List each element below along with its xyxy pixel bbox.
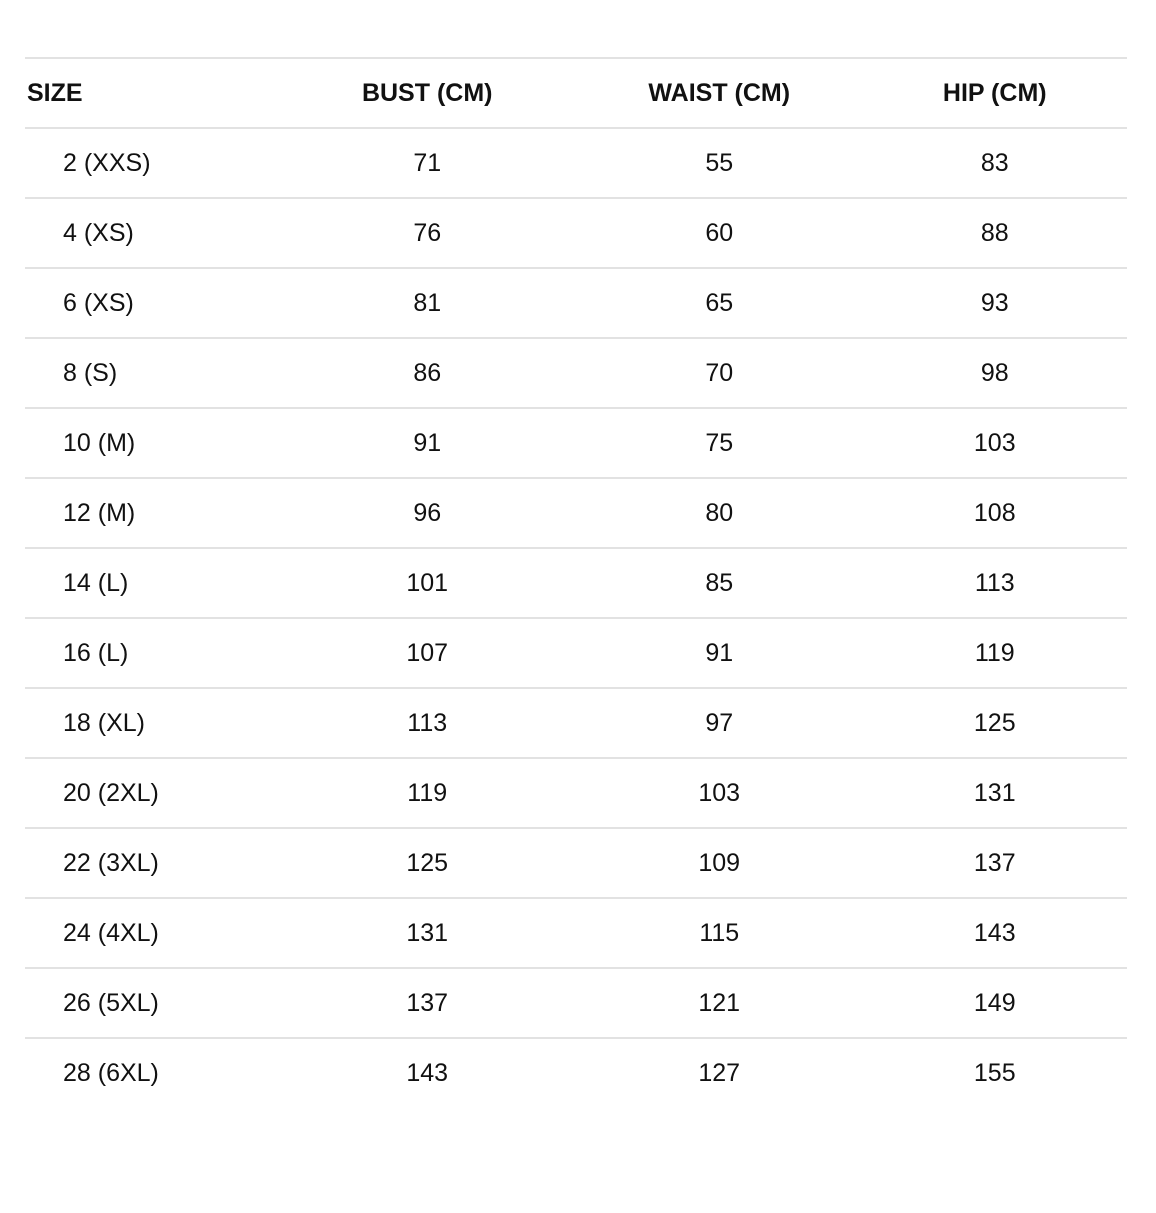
bust-cell: 119 <box>407 778 448 807</box>
hip-cell: 83 <box>980 148 1009 177</box>
table-row <box>25 128 1127 198</box>
table-row <box>25 688 1127 758</box>
waist-cell: 121 <box>698 988 741 1017</box>
size-cell: 14 (L) <box>63 568 129 597</box>
waist-cell: 109 <box>698 848 741 877</box>
table-row <box>25 478 1127 548</box>
waist-cell: 80 <box>705 498 734 527</box>
table-row <box>25 968 1127 1038</box>
table-row <box>25 1038 1127 1107</box>
waist-cell: 55 <box>705 148 734 177</box>
waist-cell: 70 <box>705 358 734 387</box>
table-row <box>25 548 1127 618</box>
hip-cell: 131 <box>973 778 1016 807</box>
size-chart-table <box>25 57 1127 1107</box>
waist-cell: 91 <box>705 638 734 667</box>
size-cell: 20 (2XL) <box>63 778 159 807</box>
column-header-bust: BUST (CM) <box>361 78 493 107</box>
bust-cell: 125 <box>406 848 449 877</box>
bust-cell: 76 <box>413 218 442 247</box>
bust-cell: 107 <box>406 638 449 667</box>
size-cell: 8 (S) <box>63 358 118 387</box>
column-header-size: SIZE <box>27 78 83 107</box>
hip-cell: 149 <box>973 988 1016 1017</box>
table-row <box>25 198 1127 268</box>
table-header-row <box>25 58 1127 128</box>
table-row <box>25 338 1127 408</box>
size-cell: 4 (XS) <box>63 218 134 247</box>
hip-cell: 93 <box>980 288 1009 317</box>
waist-cell: 60 <box>705 218 734 247</box>
size-cell: 26 (5XL) <box>63 988 159 1017</box>
bust-cell: 86 <box>413 358 442 387</box>
column-header-waist: WAIST (CM) <box>648 78 791 107</box>
waist-cell: 103 <box>698 778 741 807</box>
waist-cell: 115 <box>699 918 740 947</box>
table-row <box>25 408 1127 478</box>
table-row <box>25 898 1127 968</box>
table-row <box>25 758 1127 828</box>
hip-cell: 103 <box>973 428 1016 457</box>
bust-cell: 101 <box>406 568 449 597</box>
bust-cell: 96 <box>413 498 442 527</box>
bust-cell: 143 <box>406 1058 449 1087</box>
hip-cell: 137 <box>973 848 1016 877</box>
bust-cell: 131 <box>406 918 449 947</box>
waist-cell: 127 <box>698 1058 741 1087</box>
hip-cell: 155 <box>973 1058 1016 1087</box>
hip-cell: 108 <box>973 498 1016 527</box>
hip-cell: 113 <box>974 568 1015 597</box>
size-cell: 22 (3XL) <box>63 848 159 877</box>
waist-cell: 65 <box>705 288 734 317</box>
size-cell: 18 (XL) <box>63 708 145 737</box>
waist-cell: 75 <box>705 428 734 457</box>
waist-cell: 85 <box>705 568 734 597</box>
bust-cell: 91 <box>413 428 442 457</box>
bust-cell: 137 <box>406 988 449 1017</box>
table-row <box>25 618 1127 688</box>
size-cell: 10 (M) <box>63 428 136 457</box>
size-cell: 12 (M) <box>63 498 136 527</box>
waist-cell: 97 <box>705 708 734 737</box>
size-cell: 16 (L) <box>63 638 129 667</box>
column-header-hip: HIP (CM) <box>942 78 1047 107</box>
hip-cell: 119 <box>974 638 1015 667</box>
table-row <box>25 268 1127 338</box>
size-cell: 24 (4XL) <box>63 918 159 947</box>
hip-cell: 88 <box>980 218 1009 247</box>
bust-cell: 71 <box>413 148 442 177</box>
size-chart-section <box>25 57 1127 1107</box>
hip-cell: 98 <box>980 358 1009 387</box>
hip-cell: 143 <box>973 918 1016 947</box>
hip-cell: 125 <box>973 708 1016 737</box>
bust-cell: 113 <box>407 708 448 737</box>
size-cell: 2 (XXS) <box>63 148 151 177</box>
bust-cell: 81 <box>413 288 442 317</box>
table-row <box>25 828 1127 898</box>
size-cell: 6 (XS) <box>63 288 134 317</box>
size-cell: 28 (6XL) <box>63 1058 159 1087</box>
